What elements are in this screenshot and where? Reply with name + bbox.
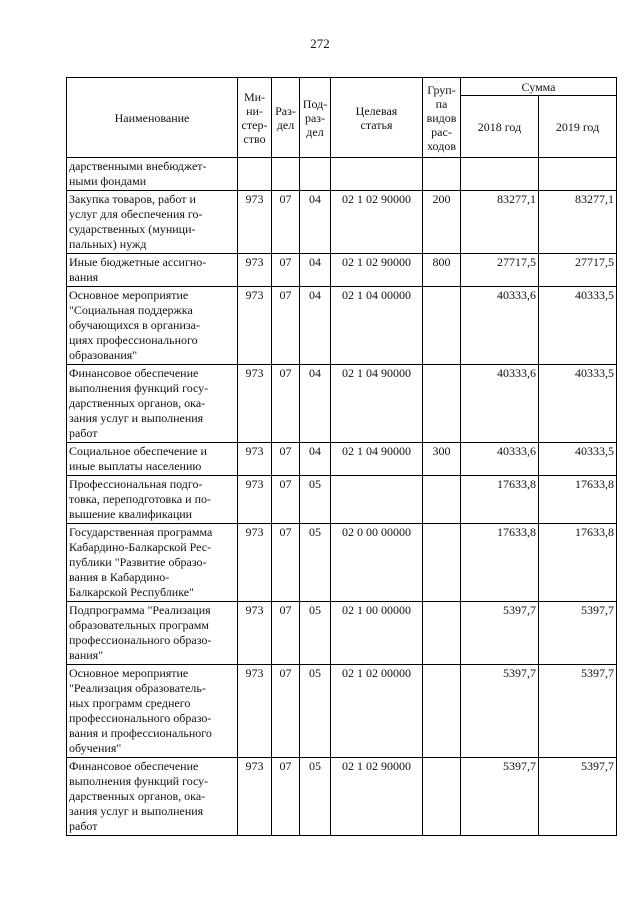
header-year-2019: 2019 год — [539, 96, 617, 158]
cell-ministry: 973 — [238, 191, 272, 254]
cell-2019: 40333,5 — [539, 365, 617, 443]
cell-subsection: 05 — [300, 524, 331, 602]
cell-group — [423, 365, 461, 443]
cell-2018: 40333,6 — [461, 287, 539, 365]
table-body — [67, 158, 617, 836]
cell-section: 07 — [272, 254, 300, 287]
cell-2019: 17633,8 — [539, 476, 617, 524]
cell-group: 800 — [423, 254, 461, 287]
cell-2018: 83277,1 — [461, 191, 539, 254]
cell-subsection: 05 — [300, 476, 331, 524]
cell-2019: 17633,8 — [539, 524, 617, 602]
header-year-2018: 2018 год — [461, 96, 539, 158]
cell-target: 02 1 02 90000 — [331, 254, 423, 287]
cell-name: Иные бюджетные ассигно- вания — [67, 254, 238, 287]
cell-target: 02 0 00 00000 — [331, 524, 423, 602]
table-header — [67, 78, 617, 158]
cell-name: Основное мероприятие "Социальная поддержка обучающихся в организа- циях профессионального образования" — [67, 287, 238, 365]
table-row — [67, 191, 617, 254]
cell-2018: 17633,8 — [461, 524, 539, 602]
cell-target: 02 1 04 90000 — [331, 443, 423, 476]
cell-target: 02 1 04 90000 — [331, 365, 423, 443]
cell-2018 — [461, 158, 539, 191]
cell-group — [423, 602, 461, 665]
cell-subsection: 05 — [300, 665, 331, 758]
cell-group — [423, 158, 461, 191]
cell-section: 07 — [272, 602, 300, 665]
cell-2019: 5397,7 — [539, 665, 617, 758]
cell-2018: 5397,7 — [461, 758, 539, 836]
cell-ministry: 973 — [238, 602, 272, 665]
cell-section: 07 — [272, 758, 300, 836]
budget-table — [66, 77, 617, 836]
table-row — [67, 602, 617, 665]
cell-2019: 83277,1 — [539, 191, 617, 254]
table-row — [67, 665, 617, 758]
cell-2018: 5397,7 — [461, 665, 539, 758]
header-section: Раз- дел — [272, 78, 300, 158]
table-row — [67, 254, 617, 287]
cell-subsection: 04 — [300, 287, 331, 365]
cell-ministry: 973 — [238, 665, 272, 758]
cell-name: Подпрограмма "Реализация образовательных программ профессионального образо- вания" — [67, 602, 238, 665]
cell-ministry: 973 — [238, 287, 272, 365]
table-row — [67, 365, 617, 443]
header-ministry: Ми- ни- стер- ство — [238, 78, 272, 158]
cell-name: Основное мероприятие "Реализация образователь- ных программ среднего профессионального образо- вания и профессионального обучения" — [67, 665, 238, 758]
cell-2019 — [539, 158, 617, 191]
cell-subsection — [300, 158, 331, 191]
cell-ministry: 973 — [238, 758, 272, 836]
header-name: Наименование — [67, 78, 238, 158]
header-target: Целевая статья — [331, 78, 423, 158]
cell-target: 02 1 02 00000 — [331, 665, 423, 758]
cell-ministry: 973 — [238, 476, 272, 524]
cell-group — [423, 665, 461, 758]
cell-2018: 17633,8 — [461, 476, 539, 524]
cell-section: 07 — [272, 665, 300, 758]
table-row — [67, 158, 617, 191]
cell-subsection: 04 — [300, 191, 331, 254]
cell-subsection: 04 — [300, 365, 331, 443]
cell-target: 02 1 02 90000 — [331, 758, 423, 836]
cell-group — [423, 476, 461, 524]
cell-name: дарственными внебюджет- ными фондами — [67, 158, 238, 191]
cell-ministry: 973 — [238, 254, 272, 287]
header-subsection: Под- раз- дел — [300, 78, 331, 158]
cell-name: Финансовое обеспечение выполнения функций госу- дарственных органов, ока- зания услуг и выполнения работ — [67, 365, 238, 443]
cell-target: 02 1 02 90000 — [331, 191, 423, 254]
cell-section: 07 — [272, 365, 300, 443]
cell-subsection: 04 — [300, 254, 331, 287]
cell-section: 07 — [272, 191, 300, 254]
cell-section: 07 — [272, 524, 300, 602]
header-sum: Сумма — [461, 78, 617, 96]
cell-target — [331, 158, 423, 191]
header-group: Груп- па видов рас- ходов — [423, 78, 461, 158]
cell-2019: 40333,5 — [539, 287, 617, 365]
cell-2018: 40333,6 — [461, 365, 539, 443]
cell-ministry: 973 — [238, 443, 272, 476]
cell-2019: 5397,7 — [539, 758, 617, 836]
cell-ministry — [238, 158, 272, 191]
cell-subsection: 05 — [300, 758, 331, 836]
cell-section: 07 — [272, 443, 300, 476]
table-row — [67, 476, 617, 524]
cell-target — [331, 476, 423, 524]
cell-section: 07 — [272, 476, 300, 524]
page-number: 272 — [310, 36, 330, 51]
cell-name: Государственная программа Кабардино-Балкарской Рес- публики "Развитие образо- вания в Кабардино- Балкарской Республике" — [67, 524, 238, 602]
table-row — [67, 758, 617, 836]
cell-2018: 40333,6 — [461, 443, 539, 476]
cell-group — [423, 524, 461, 602]
cell-subsection: 04 — [300, 443, 331, 476]
table-row — [67, 287, 617, 365]
cell-ministry: 973 — [238, 365, 272, 443]
table-row — [67, 524, 617, 602]
cell-group — [423, 758, 461, 836]
cell-name: Закупка товаров, работ и услуг для обеспечения го- сударственных (муници- пальных) нужд — [67, 191, 238, 254]
cell-name: Профессиональная подго- товка, переподготовка и по- вышение квалификации — [67, 476, 238, 524]
cell-2018: 5397,7 — [461, 602, 539, 665]
cell-target: 02 1 04 00000 — [331, 287, 423, 365]
cell-ministry: 973 — [238, 524, 272, 602]
cell-name: Финансовое обеспечение выполнения функций госу- дарственных органов, ока- зания услуг и выполнения работ — [67, 758, 238, 836]
cell-section: 07 — [272, 287, 300, 365]
cell-2019: 40333,5 — [539, 443, 617, 476]
cell-group — [423, 287, 461, 365]
cell-2018: 27717,5 — [461, 254, 539, 287]
cell-name: Социальное обеспечение и иные выплаты населению — [67, 443, 238, 476]
cell-target: 02 1 00 00000 — [331, 602, 423, 665]
cell-2019: 27717,5 — [539, 254, 617, 287]
cell-section — [272, 158, 300, 191]
cell-group: 300 — [423, 443, 461, 476]
cell-subsection: 05 — [300, 602, 331, 665]
cell-group: 200 — [423, 191, 461, 254]
table-row — [67, 443, 617, 476]
cell-2019: 5397,7 — [539, 602, 617, 665]
